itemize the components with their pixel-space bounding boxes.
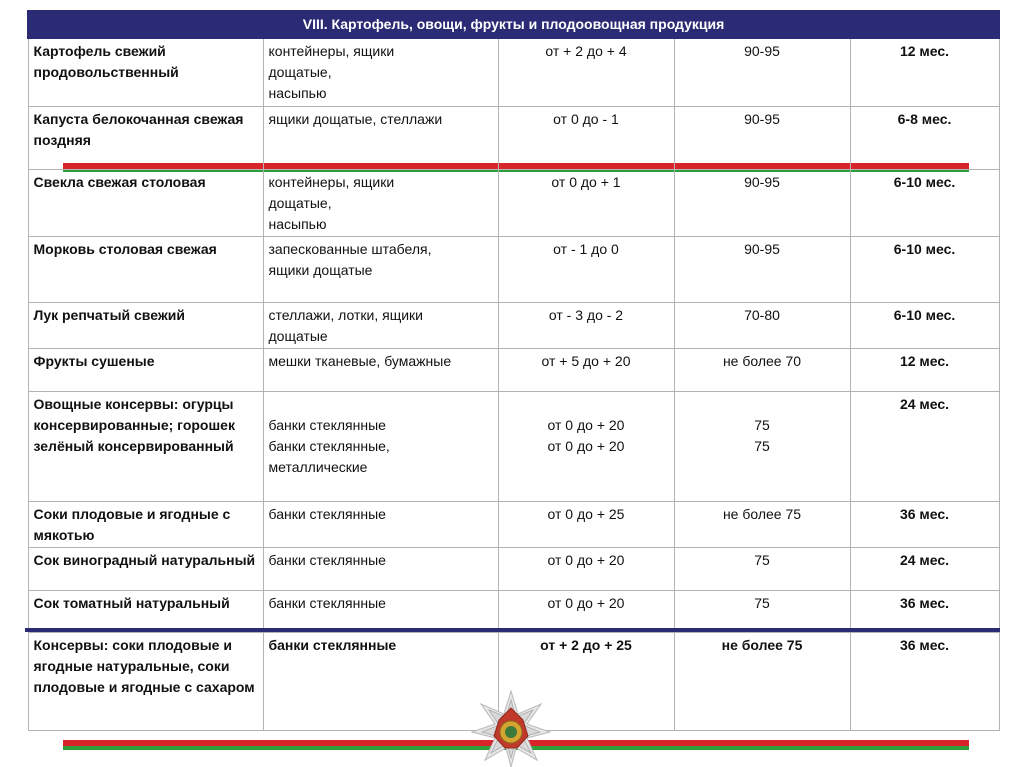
- packaging-cell: [263, 236, 498, 302]
- table-title-row: [28, 11, 999, 38]
- cell-line: 90-95: [744, 240, 780, 257]
- packaging-cell: [263, 106, 498, 169]
- product-name-cell: Соки плодовые и ягодные с мякотью: [28, 501, 263, 547]
- decor-navy-line: [25, 628, 1000, 632]
- cell-line: банки стеклянные: [268, 505, 386, 522]
- humidity-cell: [674, 501, 850, 547]
- packaging-cell: [263, 348, 498, 391]
- product-name-cell: Картофель свежий продовольственный: [28, 38, 263, 106]
- temperature-cell: [498, 391, 674, 501]
- packaging-cell: [263, 632, 498, 730]
- storage-term-cell: 12 мес.: [850, 38, 999, 106]
- storage-term-cell: 12 мес.: [850, 348, 999, 391]
- humidity-cell: [674, 348, 850, 391]
- cell-line: от + 2 до + 4: [545, 43, 627, 59]
- cell-line: [269, 394, 493, 415]
- packaging-cell: [263, 38, 498, 106]
- table-row: [28, 169, 999, 236]
- table-row: [28, 501, 999, 547]
- storage-table: [27, 10, 1000, 731]
- humidity-cell: [674, 391, 850, 501]
- cell-line: от - 1 до 0: [553, 240, 619, 257]
- product-name-cell: Фрукты сушеные: [28, 348, 263, 391]
- table-row: [28, 38, 999, 106]
- table-row: [28, 106, 999, 169]
- cell-line: насыпью: [268, 215, 327, 232]
- product-name-cell: Лук репчатый свежий: [28, 302, 263, 348]
- table-title: VIII. Картофель, овощи, фрукты и плодоовощная продукция: [28, 11, 999, 38]
- temperature-cell: [498, 302, 674, 348]
- table-row: [28, 547, 999, 590]
- cell-line: дощатые: [268, 327, 328, 344]
- storage-term-cell: 6-8 мес.: [850, 106, 999, 169]
- product-name-cell: Морковь столовая свежая: [28, 236, 263, 302]
- cell-line: банки стеклянные: [268, 416, 386, 433]
- cell-line: 90-95: [744, 173, 780, 190]
- product-name-cell: Сок виноградный натуральный: [28, 547, 263, 590]
- storage-term-cell: 6-10 мес.: [850, 302, 999, 348]
- cell-line: от 0 до + 25: [547, 505, 625, 522]
- storage-term-cell: 6-10 мес.: [850, 169, 999, 236]
- cell-line: запескованные штабеля,: [268, 240, 432, 257]
- emblem-star-icon: [471, 690, 551, 767]
- temperature-cell: [498, 590, 674, 632]
- cell-line: 75: [754, 551, 770, 568]
- cell-line: контейнеры, ящики: [268, 43, 395, 59]
- cell-line: 75: [754, 594, 770, 611]
- cell-line: от - 3 до - 2: [548, 306, 624, 323]
- temperature-cell: [498, 236, 674, 302]
- cell-line: от + 5 до + 20: [541, 352, 631, 369]
- packaging-cell: [263, 590, 498, 632]
- humidity-cell: [674, 236, 850, 302]
- cell-line: [680, 394, 845, 415]
- humidity-cell: [674, 106, 850, 169]
- product-name-cell: Капуста белокочанная свежая поздняя: [28, 106, 263, 169]
- temperature-cell: [498, 106, 674, 169]
- packaging-cell: [263, 501, 498, 547]
- temperature-cell: [498, 348, 674, 391]
- temperature-cell: [498, 38, 674, 106]
- cell-line: дощатые,: [268, 194, 332, 211]
- product-name-cell: Сок томатный натуральный: [28, 590, 263, 632]
- cell-line: банки стеклянные: [268, 594, 386, 611]
- table-row: [28, 590, 999, 632]
- table-row: [28, 348, 999, 391]
- cell-line: банки стеклянные,: [268, 437, 390, 454]
- cell-line: 75: [754, 437, 770, 454]
- cell-line: 75: [754, 416, 770, 433]
- table-row: [28, 236, 999, 302]
- humidity-cell: [674, 169, 850, 236]
- storage-term-cell: 36 мес.: [850, 501, 999, 547]
- cell-line: не более 75: [722, 505, 802, 522]
- humidity-cell: [674, 302, 850, 348]
- cell-line: от 0 до + 20: [547, 551, 625, 568]
- humidity-cell: [674, 590, 850, 632]
- cell-line: от 0 до + 20: [547, 437, 625, 454]
- cell-line: от + 2 до + 25: [540, 636, 632, 653]
- humidity-cell: [674, 547, 850, 590]
- packaging-cell: [263, 302, 498, 348]
- cell-line: не более 75: [721, 636, 803, 653]
- storage-term-cell: 24 мес.: [850, 547, 999, 590]
- packaging-cell: [263, 547, 498, 590]
- product-name-cell: Консервы: соки плодовые и ягодные натуральные, соки плодовые и ягодные с сахаром: [28, 632, 263, 730]
- storage-term-cell: 6-10 мес.: [850, 236, 999, 302]
- cell-line: не более 70: [722, 352, 802, 369]
- product-name-cell: Овощные консервы: огурцы консервированные; горошек зелёный консервированный: [28, 391, 263, 501]
- storage-term-cell: 24 мес.: [850, 391, 999, 501]
- table-row: [28, 391, 999, 501]
- cell-line: от 0 до + 20: [547, 594, 625, 611]
- cell-line: от 0 до + 20: [547, 416, 625, 433]
- cell-line: банки стеклянные: [268, 551, 386, 568]
- table-row: [28, 302, 999, 348]
- humidity-cell: [674, 38, 850, 106]
- packaging-cell: [263, 169, 498, 236]
- cell-line: ящики дощатые, стеллажи: [268, 110, 443, 127]
- cell-line: 70-80: [744, 306, 780, 323]
- cell-line: от 0 до + 1: [551, 173, 621, 190]
- cell-line: [504, 394, 669, 415]
- cell-line: мешки тканевые, бумажные: [268, 352, 452, 369]
- cell-line: стеллажи, лотки, ящики: [268, 306, 423, 323]
- humidity-cell: [674, 632, 850, 730]
- temperature-cell: [498, 169, 674, 236]
- cell-line: ящики дощатые: [268, 261, 373, 278]
- cell-line: насыпью: [268, 85, 327, 101]
- temperature-cell: [498, 501, 674, 547]
- temperature-cell: [498, 547, 674, 590]
- cell-line: банки стеклянные: [268, 636, 397, 653]
- cell-line: 90-95: [744, 110, 780, 127]
- cell-line: от 0 до - 1: [553, 110, 619, 127]
- storage-term-cell: 36 мес.: [850, 590, 999, 632]
- storage-term-cell: 36 мес.: [850, 632, 999, 730]
- table-body: [28, 38, 999, 730]
- product-name-cell: Свекла свежая столовая: [28, 169, 263, 236]
- cell-line: контейнеры, ящики: [268, 173, 395, 190]
- cell-line: 90-95: [744, 43, 780, 59]
- packaging-cell: [263, 391, 498, 501]
- cell-line: металлические: [268, 458, 368, 475]
- cell-line: дощатые,: [268, 64, 332, 80]
